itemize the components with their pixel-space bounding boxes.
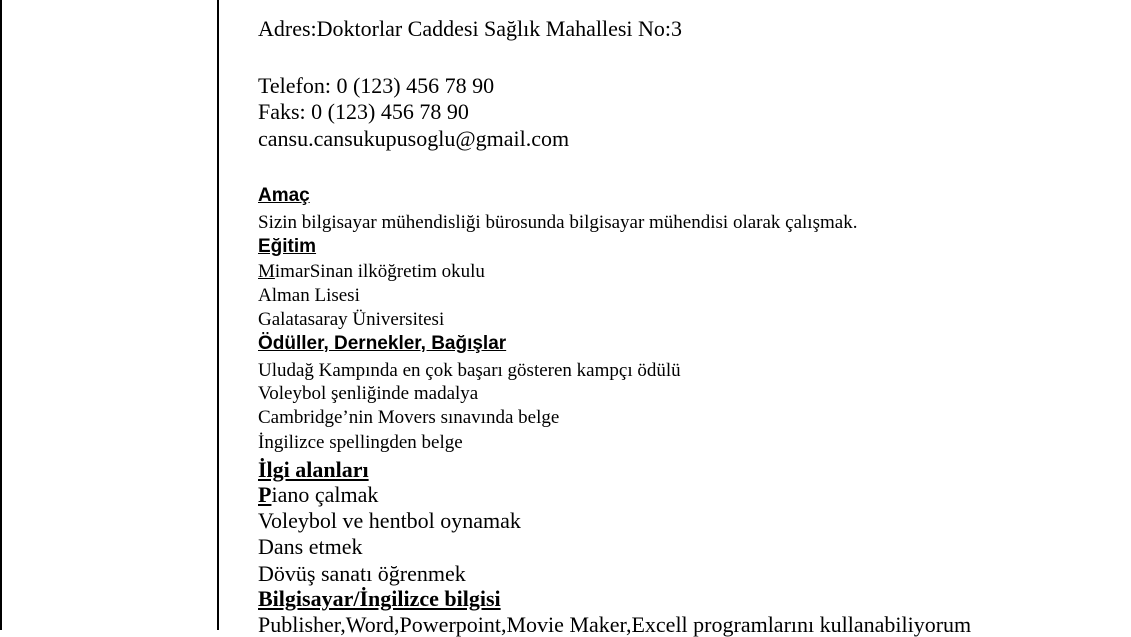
interest-item: Dövüş sanatı öğrenmek <box>258 561 466 586</box>
award-item: Cambridge’nin Movers sınavında belge <box>258 407 560 428</box>
table-border <box>217 0 219 630</box>
interest-item-text: iano çalmak <box>271 482 379 507</box>
award-item: Uludağ Kampında en çok başarı gösteren kampçı ödülü <box>258 360 681 381</box>
education-heading: Eğitim <box>258 236 317 257</box>
fax: Faks: 0 (123) 456 78 90 <box>258 99 469 124</box>
phone: Telefon: 0 (123) 456 78 90 <box>258 73 495 98</box>
education-item-text: imarSinan ilköğretim okulu <box>274 261 485 282</box>
computer-text: Publisher,Word,Powerpoint,Movie Maker,Excell programlarını kullanabiliyorum <box>258 612 972 637</box>
computer-heading: Bilgisayar/İngilizce bilgisi <box>258 586 501 611</box>
education-item <box>258 262 485 281</box>
page-border-left <box>0 0 2 630</box>
interest-item: Voleybol ve hentbol oynamak <box>258 508 521 533</box>
email: cansu.cansukupusoglu@gmail.com <box>258 126 570 151</box>
education-item: Galatasaray Üniversitesi <box>258 309 445 330</box>
award-item: Voleybol şenliğinde madalya <box>258 383 479 404</box>
interest-item <box>258 484 378 506</box>
award-item: İngilizce spellingden belge <box>258 432 463 453</box>
interest-item: Dans etmek <box>258 534 363 559</box>
initial-letter: P <box>258 482 272 507</box>
education-item: Alman Lisesi <box>258 285 360 306</box>
objective-heading: Amaç <box>258 185 310 206</box>
address: Adres:Doktorlar Caddesi Sağlık Mahallesi No:3 <box>258 16 683 41</box>
awards-heading: Ödüller, Dernekler, Bağışlar <box>258 333 507 354</box>
objective-text: Sizin bilgisayar mühendisliği bürosunda bilgisayar mühendisi olarak çalışmak. <box>258 212 858 233</box>
interests-heading: İlgi alanları <box>258 457 369 482</box>
initial-letter: M <box>258 261 275 282</box>
